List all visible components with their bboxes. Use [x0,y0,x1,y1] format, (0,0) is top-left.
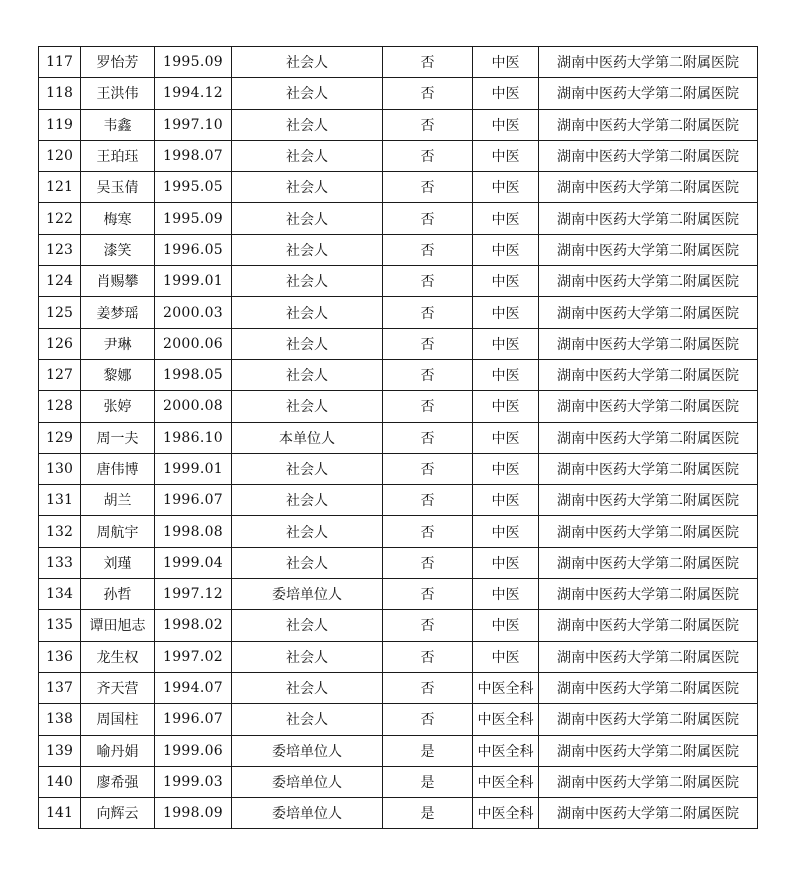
name-cell: 周航宇 [81,516,155,547]
row-number-cell: 141 [39,798,81,829]
flag-cell: 是 [383,798,473,829]
birth-date-cell: 1997.12 [155,579,232,610]
row-number-cell: 127 [39,359,81,390]
table-row [39,109,758,140]
flag-cell: 否 [383,672,473,703]
hospital-cell: 湖南中医药大学第二附属医院 [539,47,758,78]
name-cell: 吴玉倩 [81,172,155,203]
identity-type-cell: 社会人 [232,391,383,422]
specialty-cell: 中医 [473,579,539,610]
row-number-cell: 120 [39,140,81,171]
birth-date-cell: 1996.07 [155,485,232,516]
table-row [39,579,758,610]
table-row [39,266,758,297]
birth-date-cell: 1995.05 [155,172,232,203]
name-cell: 谭田旭志 [81,610,155,641]
specialty-cell: 中医 [473,266,539,297]
name-cell: 肖赐攀 [81,266,155,297]
hospital-cell: 湖南中医药大学第二附属医院 [539,798,758,829]
specialty-cell: 中医 [473,78,539,109]
row-number-cell: 121 [39,172,81,203]
table-row [39,766,758,797]
name-cell: 喻丹娟 [81,735,155,766]
row-number-cell: 134 [39,579,81,610]
identity-type-cell: 委培单位人 [232,798,383,829]
name-cell: 梅寒 [81,203,155,234]
row-number-cell: 119 [39,109,81,140]
identity-type-cell: 社会人 [232,172,383,203]
roster-table [38,46,758,829]
name-cell: 周国柱 [81,704,155,735]
row-number-cell: 122 [39,203,81,234]
birth-date-cell: 1995.09 [155,203,232,234]
flag-cell: 否 [383,234,473,265]
hospital-cell: 湖南中医药大学第二附属医院 [539,172,758,203]
identity-type-cell: 社会人 [232,47,383,78]
identity-type-cell: 社会人 [232,78,383,109]
specialty-cell: 中医 [473,453,539,484]
birth-date-cell: 1998.07 [155,140,232,171]
row-number-cell: 136 [39,641,81,672]
name-cell: 王珀珏 [81,140,155,171]
table-row [39,297,758,328]
identity-type-cell: 社会人 [232,297,383,328]
identity-type-cell: 委培单位人 [232,735,383,766]
table-row [39,672,758,703]
specialty-cell: 中医 [473,391,539,422]
table-row [39,422,758,453]
row-number-cell: 123 [39,234,81,265]
row-number-cell: 135 [39,610,81,641]
name-cell: 廖希强 [81,766,155,797]
table-row [39,359,758,390]
identity-type-cell: 社会人 [232,109,383,140]
name-cell: 刘瑾 [81,547,155,578]
hospital-cell: 湖南中医药大学第二附属医院 [539,766,758,797]
table-row [39,516,758,547]
hospital-cell: 湖南中医药大学第二附属医院 [539,704,758,735]
table-row [39,47,758,78]
birth-date-cell: 1998.09 [155,798,232,829]
name-cell: 罗怡芳 [81,47,155,78]
row-number-cell: 137 [39,672,81,703]
name-cell: 向辉云 [81,798,155,829]
hospital-cell: 湖南中医药大学第二附属医院 [539,547,758,578]
flag-cell: 否 [383,547,473,578]
table-row [39,453,758,484]
birth-date-cell: 2000.08 [155,391,232,422]
birth-date-cell: 1999.03 [155,766,232,797]
hospital-cell: 湖南中医药大学第二附属医院 [539,391,758,422]
specialty-cell: 中医 [473,422,539,453]
identity-type-cell: 社会人 [232,485,383,516]
name-cell: 齐天营 [81,672,155,703]
row-number-cell: 130 [39,453,81,484]
flag-cell: 否 [383,109,473,140]
hospital-cell: 湖南中医药大学第二附属医院 [539,359,758,390]
specialty-cell: 中医 [473,641,539,672]
birth-date-cell: 1998.08 [155,516,232,547]
specialty-cell: 中医 [473,547,539,578]
name-cell: 周一夫 [81,422,155,453]
hospital-cell: 湖南中医药大学第二附属医院 [539,422,758,453]
flag-cell: 否 [383,297,473,328]
birth-date-cell: 1994.07 [155,672,232,703]
name-cell: 尹琳 [81,328,155,359]
identity-type-cell: 社会人 [232,203,383,234]
hospital-cell: 湖南中医药大学第二附属医院 [539,203,758,234]
identity-type-cell: 社会人 [232,328,383,359]
flag-cell: 是 [383,766,473,797]
flag-cell: 否 [383,422,473,453]
identity-type-cell: 社会人 [232,610,383,641]
flag-cell: 否 [383,359,473,390]
name-cell: 孙哲 [81,579,155,610]
identity-type-cell: 社会人 [232,641,383,672]
specialty-cell: 中医 [473,328,539,359]
flag-cell: 否 [383,579,473,610]
identity-type-cell: 社会人 [232,672,383,703]
hospital-cell: 湖南中医药大学第二附属医院 [539,140,758,171]
specialty-cell: 中医 [473,485,539,516]
birth-date-cell: 1999.04 [155,547,232,578]
row-number-cell: 126 [39,328,81,359]
row-number-cell: 118 [39,78,81,109]
specialty-cell: 中医 [473,359,539,390]
hospital-cell: 湖南中医药大学第二附属医院 [539,735,758,766]
table-row [39,704,758,735]
table-row [39,391,758,422]
table-row [39,735,758,766]
identity-type-cell: 社会人 [232,547,383,578]
table-row [39,140,758,171]
birth-date-cell: 1997.02 [155,641,232,672]
specialty-cell: 中医 [473,109,539,140]
hospital-cell: 湖南中医药大学第二附属医院 [539,453,758,484]
identity-type-cell: 本单位人 [232,422,383,453]
birth-date-cell: 1998.02 [155,610,232,641]
row-number-cell: 124 [39,266,81,297]
hospital-cell: 湖南中医药大学第二附属医院 [539,641,758,672]
birth-date-cell: 1997.10 [155,109,232,140]
row-number-cell: 131 [39,485,81,516]
hospital-cell: 湖南中医药大学第二附属医院 [539,672,758,703]
name-cell: 唐伟博 [81,453,155,484]
birth-date-cell: 1999.06 [155,735,232,766]
specialty-cell: 中医 [473,516,539,547]
identity-type-cell: 委培单位人 [232,766,383,797]
flag-cell: 否 [383,516,473,547]
hospital-cell: 湖南中医药大学第二附属医院 [539,579,758,610]
specialty-cell: 中医 [473,203,539,234]
flag-cell: 否 [383,453,473,484]
row-number-cell: 125 [39,297,81,328]
hospital-cell: 湖南中医药大学第二附属医院 [539,78,758,109]
name-cell: 漆笑 [81,234,155,265]
flag-cell: 否 [383,172,473,203]
flag-cell: 否 [383,140,473,171]
hospital-cell: 湖南中医药大学第二附属医院 [539,610,758,641]
specialty-cell: 中医 [473,172,539,203]
specialty-cell: 中医全科 [473,798,539,829]
specialty-cell: 中医全科 [473,735,539,766]
flag-cell: 是 [383,735,473,766]
hospital-cell: 湖南中医药大学第二附属医院 [539,109,758,140]
flag-cell: 否 [383,641,473,672]
hospital-cell: 湖南中医药大学第二附属医院 [539,328,758,359]
row-number-cell: 129 [39,422,81,453]
table-row [39,485,758,516]
name-cell: 胡兰 [81,485,155,516]
flag-cell: 否 [383,610,473,641]
birth-date-cell: 2000.06 [155,328,232,359]
identity-type-cell: 社会人 [232,704,383,735]
table-row [39,328,758,359]
table-row [39,641,758,672]
flag-cell: 否 [383,328,473,359]
birth-date-cell: 1999.01 [155,266,232,297]
table-row [39,203,758,234]
identity-type-cell: 社会人 [232,516,383,547]
hospital-cell: 湖南中医药大学第二附属医院 [539,266,758,297]
hospital-cell: 湖南中医药大学第二附属医院 [539,297,758,328]
identity-type-cell: 委培单位人 [232,579,383,610]
name-cell: 姜梦瑶 [81,297,155,328]
identity-type-cell: 社会人 [232,359,383,390]
hospital-cell: 湖南中医药大学第二附属医院 [539,234,758,265]
flag-cell: 否 [383,266,473,297]
specialty-cell: 中医全科 [473,704,539,735]
row-number-cell: 133 [39,547,81,578]
birth-date-cell: 1996.07 [155,704,232,735]
specialty-cell: 中医 [473,47,539,78]
hospital-cell: 湖南中医药大学第二附属医院 [539,485,758,516]
row-number-cell: 132 [39,516,81,547]
flag-cell: 否 [383,485,473,516]
table-row [39,234,758,265]
birth-date-cell: 1996.05 [155,234,232,265]
identity-type-cell: 社会人 [232,266,383,297]
row-number-cell: 117 [39,47,81,78]
name-cell: 王洪伟 [81,78,155,109]
flag-cell: 否 [383,78,473,109]
specialty-cell: 中医 [473,297,539,328]
name-cell: 黎娜 [81,359,155,390]
specialty-cell: 中医 [473,234,539,265]
table-row [39,610,758,641]
identity-type-cell: 社会人 [232,234,383,265]
birth-date-cell: 2000.03 [155,297,232,328]
table-row [39,798,758,829]
birth-date-cell: 1994.12 [155,78,232,109]
name-cell: 韦鑫 [81,109,155,140]
flag-cell: 否 [383,47,473,78]
identity-type-cell: 社会人 [232,453,383,484]
birth-date-cell: 1998.05 [155,359,232,390]
flag-cell: 否 [383,704,473,735]
roster-body [39,47,758,829]
specialty-cell: 中医 [473,140,539,171]
row-number-cell: 139 [39,735,81,766]
row-number-cell: 128 [39,391,81,422]
flag-cell: 否 [383,203,473,234]
row-number-cell: 140 [39,766,81,797]
row-number-cell: 138 [39,704,81,735]
birth-date-cell: 1995.09 [155,47,232,78]
birth-date-cell: 1999.01 [155,453,232,484]
birth-date-cell: 1986.10 [155,422,232,453]
flag-cell: 否 [383,391,473,422]
specialty-cell: 中医 [473,610,539,641]
specialty-cell: 中医全科 [473,766,539,797]
hospital-cell: 湖南中医药大学第二附属医院 [539,516,758,547]
specialty-cell: 中医全科 [473,672,539,703]
table-row [39,78,758,109]
name-cell: 龙生权 [81,641,155,672]
table-row [39,172,758,203]
name-cell: 张婷 [81,391,155,422]
table-row [39,547,758,578]
identity-type-cell: 社会人 [232,140,383,171]
